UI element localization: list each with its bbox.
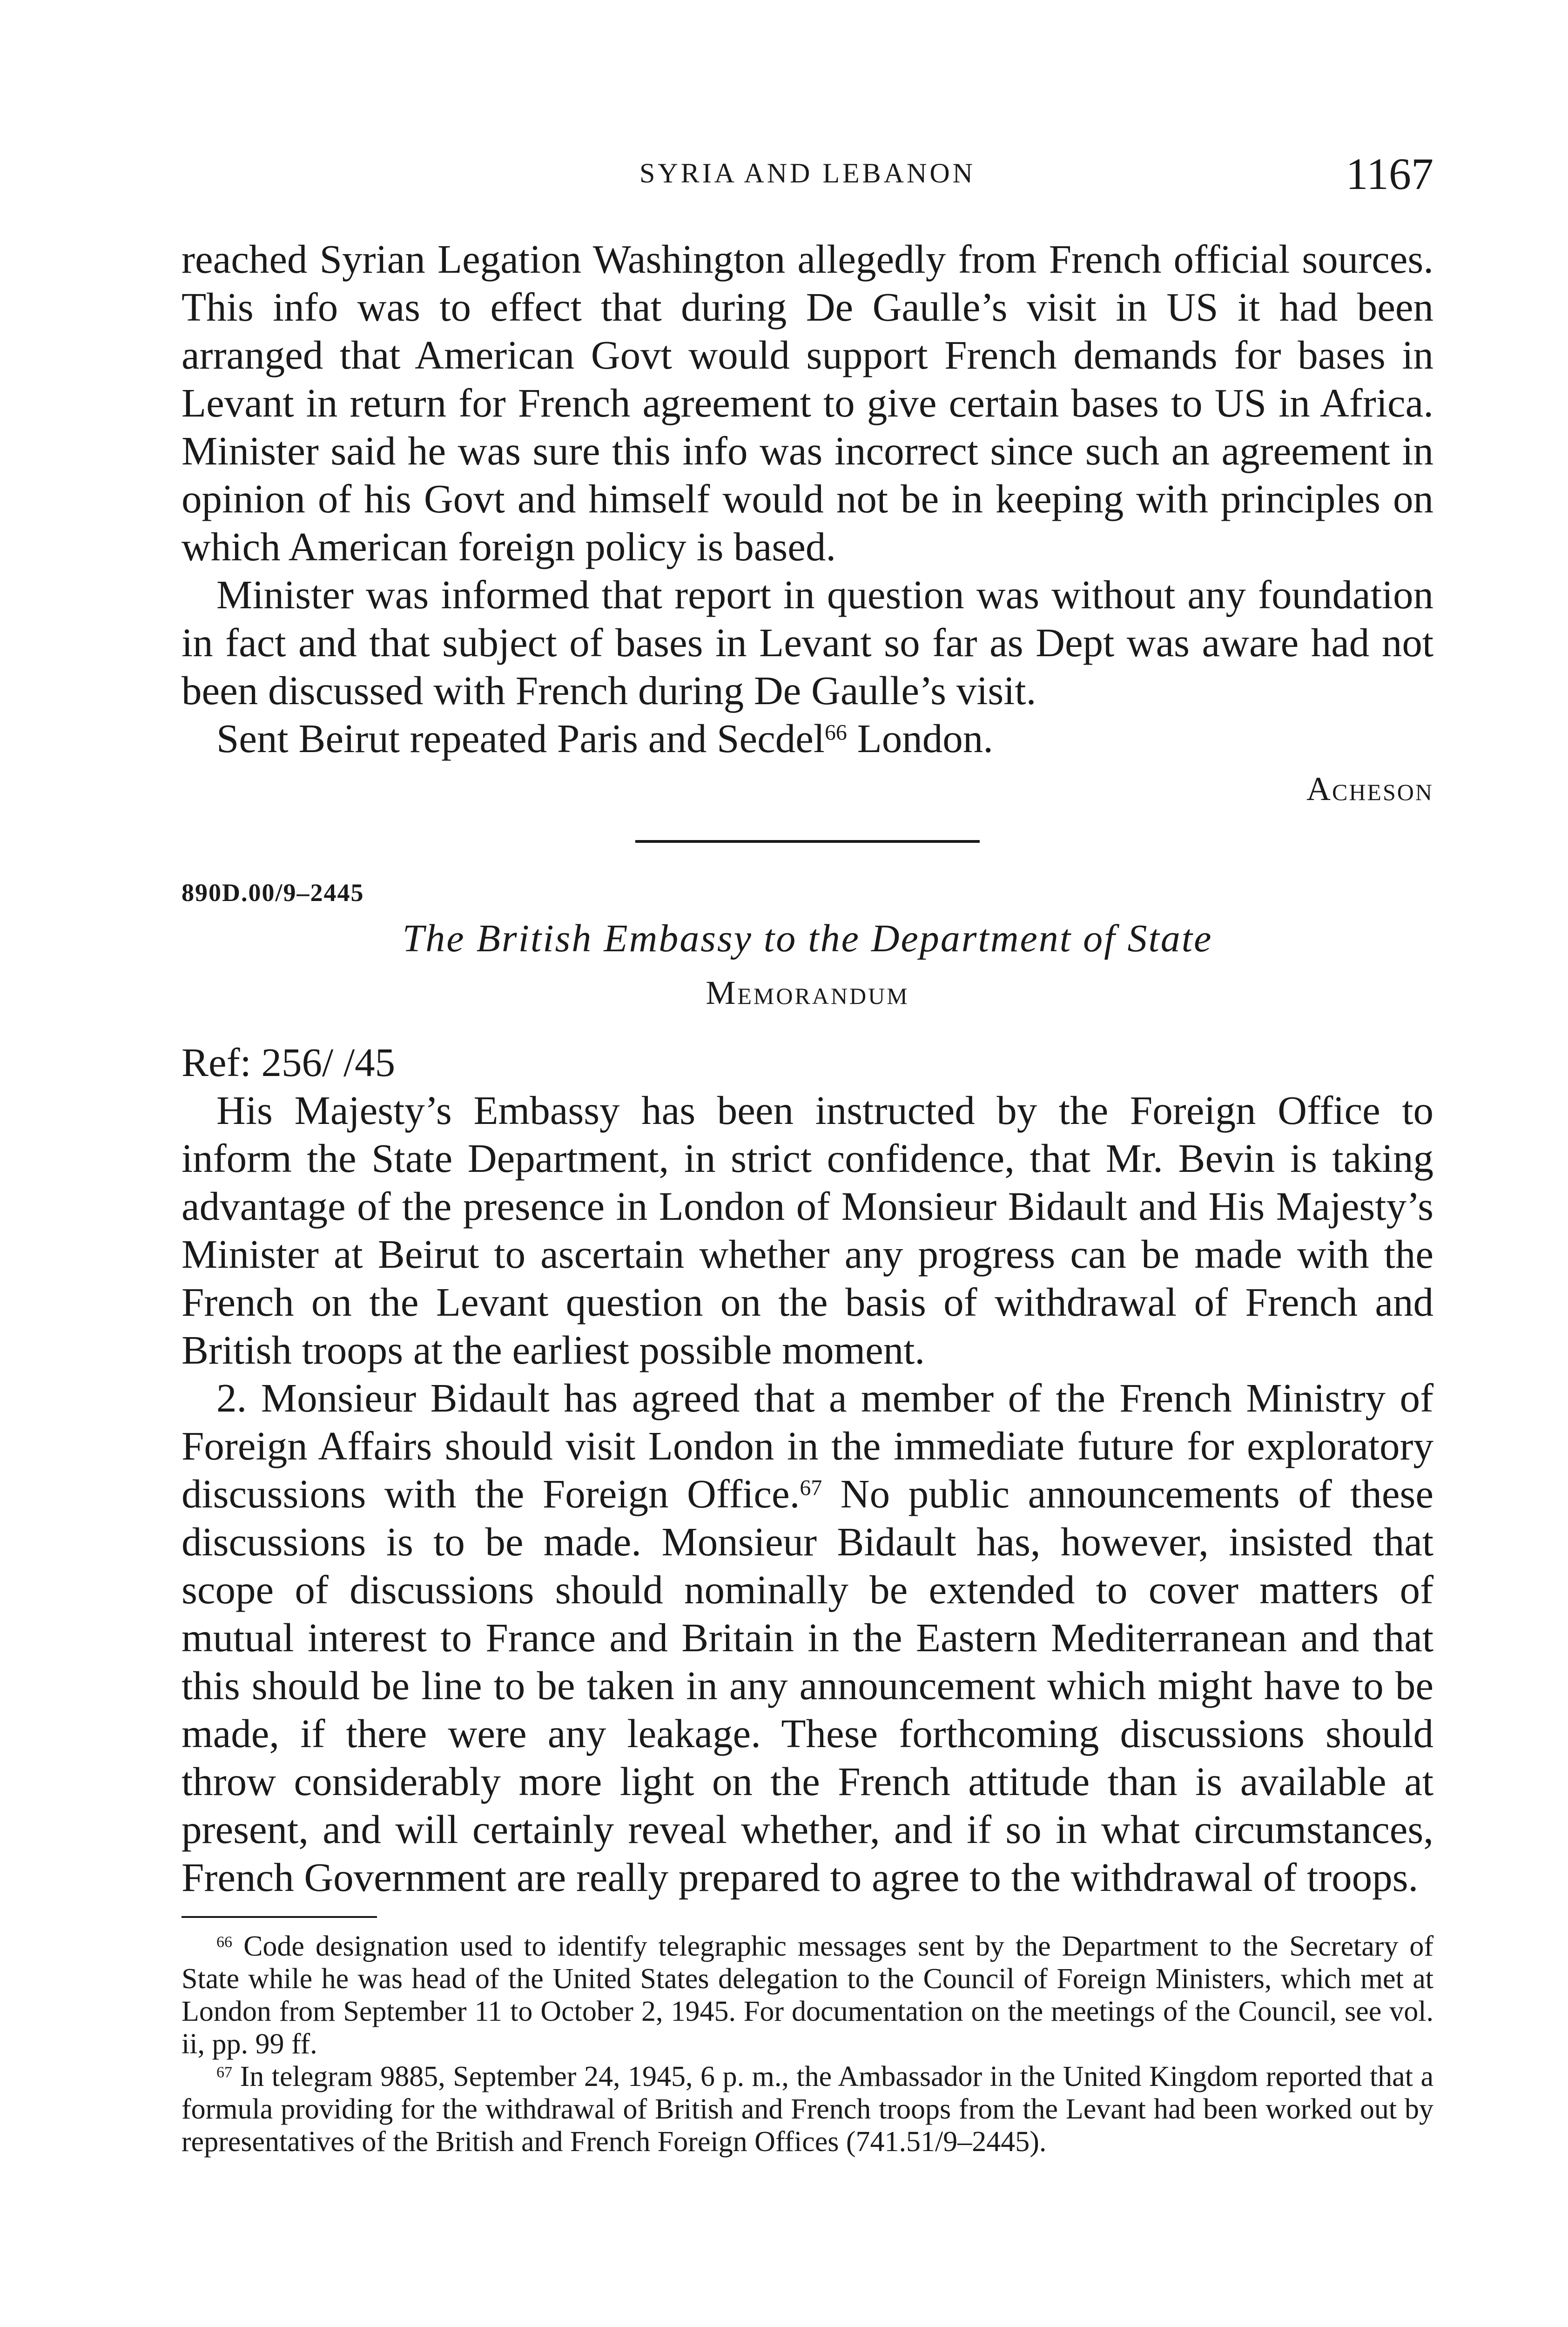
telegram-paragraph-3 bbox=[182, 714, 1433, 762]
section-divider bbox=[635, 840, 980, 843]
memo-paragraph-2 bbox=[182, 1374, 1433, 1901]
document-type: Memorandum bbox=[706, 974, 909, 1011]
telegram-paragraph-3-tail: London. bbox=[847, 716, 993, 761]
footnotes bbox=[182, 1930, 1433, 2158]
page-body bbox=[182, 235, 1433, 2158]
footnote-66 bbox=[182, 1930, 1433, 2060]
telegram-paragraph-2: Minister was informed that report in question was without any foundation in fact and that subject of bases in Levant so far as Dept was aware had not been discussed with French during De Gaulle’s visit. bbox=[182, 572, 1433, 713]
file-number: 890D.00/9–2445 bbox=[182, 879, 364, 907]
footnote-ref-67: 67 bbox=[800, 1475, 822, 1500]
footnote-divider bbox=[182, 1916, 377, 1918]
footnote-66-text: Code designation used to identify telegraphic messages sent by the Department to the Secretary of State while he was head of the United States delegation to the Council of Foreign Ministers, which met at London from September 11 to October 2, 1945. For documentation on the meetings of the Council, see vol. ii, pp. 99 ff. bbox=[182, 1930, 1433, 2060]
footnote-mark-66: 66 bbox=[216, 1933, 233, 1951]
memo-paragraph-1: His Majesty’s Embassy has been instructed by the Foreign Office to inform the State Department, in strict confidence, that Mr. Bevin is taking advantage of the presence in London of Monsieur Bidault and His Majesty’s Minister at Beirut to ascertain whether any progress can be made with the French on the Levant question on the basis of withdrawal of French and British troops at the earliest possible moment. bbox=[182, 1088, 1433, 1372]
telegram-paragraph-3-text: Sent Beirut repeated Paris and Secdel bbox=[216, 716, 825, 761]
telegram-paragraph-1: reached Syrian Legation Washington allegedly from French official sources. This info was to effect that during De Gaulle’s visit in US it had been arranged that American Govt would support French demands for bases in Levant in return for French agreement to give certain bases to US in Africa. Minister said he was sure this info was incorrect since such an agreement in opinion of his Govt and himself would not be in keeping with principles on which American foreign policy is based. bbox=[182, 236, 1433, 569]
document-title: The British Embassy to the Department of State bbox=[402, 917, 1213, 960]
footnote-67 bbox=[182, 2060, 1433, 2158]
running-header bbox=[182, 148, 1433, 199]
running-title: SYRIA AND LEBANON bbox=[639, 158, 976, 188]
memo-paragraph-2-text: 2. Monsieur Bidault has agreed that a member of the French Ministry of Foreign Affairs should visit London in the immediate future for exploratory discussions with the Foreign Office. bbox=[182, 1375, 1433, 1516]
reference-line: Ref: 256/ /45 bbox=[182, 1040, 396, 1085]
signature: Acheson bbox=[1306, 770, 1433, 807]
footnote-ref-66: 66 bbox=[825, 720, 847, 745]
memo-paragraph-2-tail: No public announcements of these discussions is to be made. Monsieur Bidault has, however, insisted that scope of discussions should nominally be extended to cover matters of mutual interest to France and Britain in the Eastern Mediterranean and that this should be line to be taken in any announcement which might have to be made, if there were any leakage. These forthcoming discussions should throw considerably more light on the French attitude than is available at present, and will certainly reveal whether, and if so in what circumstances, French Government are really prepared to agree to the withdrawal of troops. bbox=[182, 1471, 1433, 1900]
page-number: 1167 bbox=[1346, 149, 1433, 199]
footnote-mark-67: 67 bbox=[216, 2064, 233, 2081]
footnote-67-text: In telegram 9885, September 24, 1945, 6 p. m., the Ambassador in the United Kingdom reported that a formula providing for the withdrawal of British and French troops from the Levant had been worked out by representatives of the British and French Foreign Offices (741.51/9–2445). bbox=[182, 2061, 1433, 2158]
